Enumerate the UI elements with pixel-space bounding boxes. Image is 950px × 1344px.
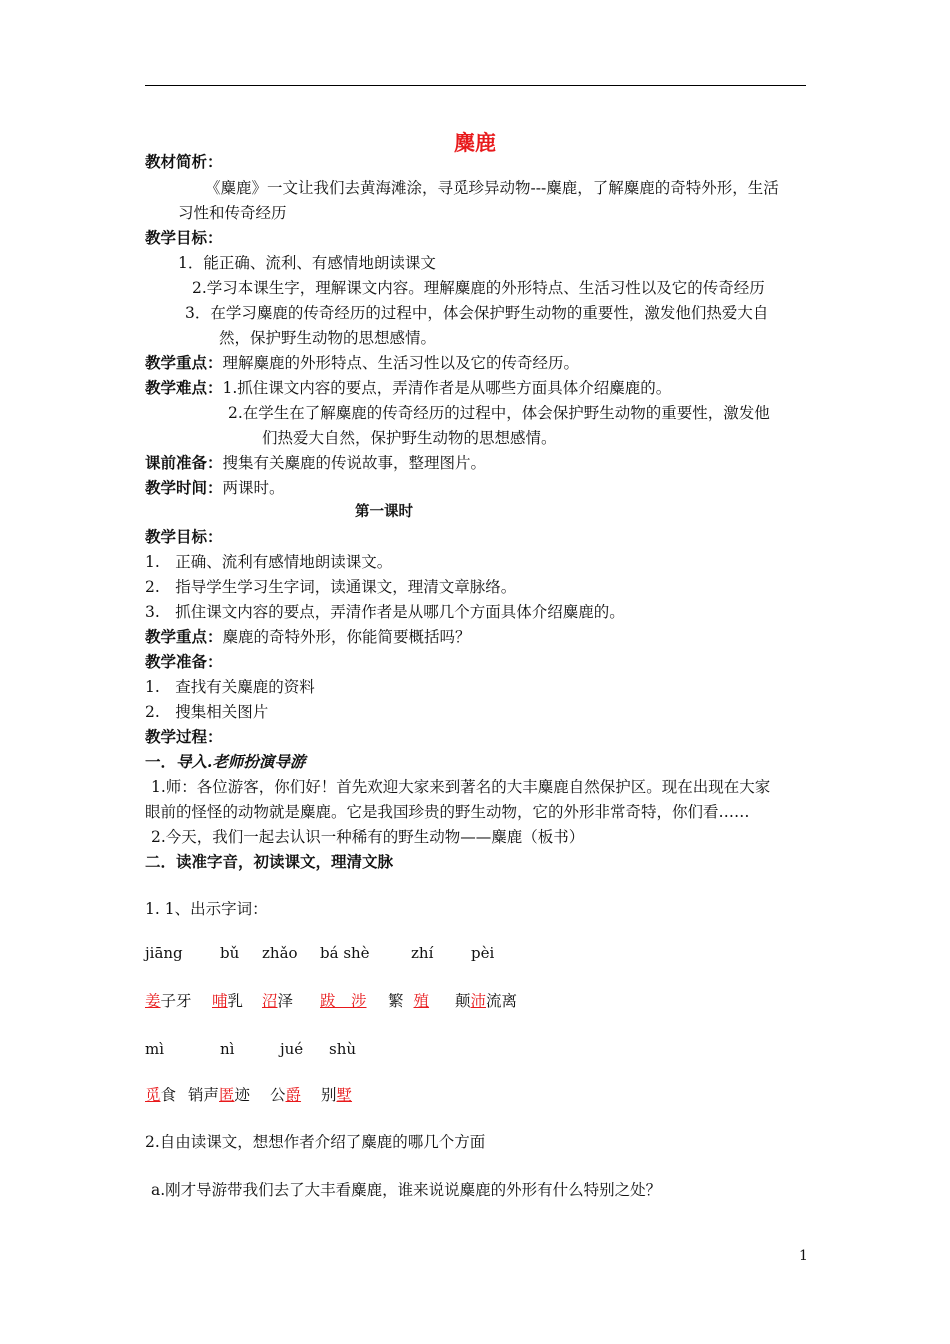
goals-heading: 教学目标： <box>145 228 223 247</box>
pinyin-shu: shù <box>329 1040 357 1058</box>
word-bashe-marked: 跋 涉 <box>320 992 367 1010</box>
word-buru <box>212 991 243 1011</box>
step-two-heading: 二．读准字音，初读课文，理清文脉 <box>145 852 394 871</box>
word-bieshu-marked: 墅 <box>336 1086 353 1104</box>
header-rule <box>145 85 806 86</box>
word-zhaoze-rest: 泽 <box>277 992 294 1010</box>
diff-1: 1.抓住课文内容的要点，弄清作者是从哪些方面具体介绍麋鹿的。 <box>222 379 672 397</box>
pinyin-ba-she: bá shè <box>320 944 370 962</box>
analysis-heading: 教材简析： <box>145 152 223 171</box>
pinyin-jue: jué <box>280 1040 304 1058</box>
lesson-goal-2: 2. 指导学生学习生字词，读通课文，理清文章脉络。 <box>145 578 517 596</box>
lesson-prep-heading: 教学准备： <box>145 652 223 671</box>
word-dianpei-pre: 颠 <box>455 992 471 1010</box>
word-fanzhi-marked: 殖 <box>413 992 430 1010</box>
preparation <box>145 453 486 473</box>
analysis-line-1: 《麋鹿》一文让我们去黄海滩涂，寻觅珍异动物---麋鹿，了解麋鹿的奇特外形，生活 <box>205 179 779 197</box>
diff-2a: 2.在学生在了解麋鹿的传奇经历的过程中，体会保护野生动物的重要性，激发他 <box>228 404 770 422</box>
word-jiangziya-marked: 姜 <box>145 992 161 1010</box>
step-one-title: 导入.老师扮演导游 <box>176 752 306 771</box>
diff-heading: 教学难点： <box>145 378 223 397</box>
time-heading: 教学时间： <box>145 478 223 497</box>
lesson-key-heading: 教学重点： <box>145 627 223 646</box>
lesson-prep-1: 1. 查找有关麋鹿的资料 <box>145 678 315 696</box>
analysis-line-2: 习性和传奇经历 <box>178 204 287 222</box>
time-text: 两课时。 <box>222 479 285 497</box>
word-zhaoze-marked: 沼 <box>262 992 278 1010</box>
word-jiangziya <box>145 991 192 1011</box>
word-bashe <box>320 991 367 1011</box>
lesson-goal-3: 3. 抓住课文内容的要点，弄清作者是从哪几个方面具体介绍麋鹿的。 <box>145 603 625 621</box>
document-title: 麋鹿 <box>454 130 496 155</box>
word-nji-marked: 匿 <box>219 1086 235 1104</box>
step-one-line-1: 1.师：各位游客，你们好！首先欢迎大家来到著名的大丰麋鹿自然保护区。现在出现在大家 <box>151 778 771 796</box>
process-heading: 教学过程： <box>145 727 223 746</box>
pinyin-mi: mì <box>145 1040 165 1058</box>
pinyin-pei: pèi <box>471 944 495 962</box>
word-mishi-marked: 觅 <box>145 1086 161 1104</box>
lesson-key-text: 麋鹿的奇特外形，你能简要概括吗？ <box>222 628 471 646</box>
step-one-line-3: 2.今天，我们一起去认识一种稀有的野生动物——麋鹿（板书） <box>151 828 585 846</box>
lesson-one-heading: 第一课时 <box>355 503 413 520</box>
word-gongjue-marked: 爵 <box>285 1086 302 1104</box>
prep-text: 搜集有关麋鹿的传说故事，整理图片。 <box>222 454 487 472</box>
word-nji-rest: 迹 <box>234 1086 251 1104</box>
word-bieshu <box>321 1085 352 1105</box>
word-dianpei-marked: 沛 <box>470 992 487 1010</box>
word-gongjue <box>270 1085 301 1105</box>
step-one-line-2: 眼前的怪怪的动物就是麋鹿。它是我国珍贵的野生动物，它的外形非常奇特，你们看…… <box>145 803 750 821</box>
page-number: 1 <box>799 1248 808 1264</box>
word-dianpeiliuli <box>455 991 517 1011</box>
goal-3b: 然，保护野生动物的思想感情。 <box>219 329 437 347</box>
lesson-key <box>145 627 471 647</box>
goal-2: 2.学习本课生字，理解课文内容。理解麋鹿的外形特点、生活习性以及它的传奇经历 <box>192 279 765 297</box>
pinyin-bu: bǔ <box>220 944 240 962</box>
pinyin-ni: nì <box>220 1040 235 1058</box>
question-a: a.刚才导游带我们去了大丰看麋鹿，谁来说说麋鹿的外形有什么特别之处？ <box>151 1181 662 1199</box>
word-buru-marked: 哺 <box>212 992 228 1010</box>
word-bieshu-pre: 别 <box>321 1086 337 1104</box>
read-question: 2.自由读课文，想想作者介绍了麋鹿的哪几个方面 <box>145 1133 486 1151</box>
word-mishi <box>145 1085 176 1105</box>
goal-1: 1．能正确、流利、有感情地朗读课文 <box>178 254 436 272</box>
pinyin-jiang: jiāng <box>145 944 183 962</box>
word-jiangziya-rest: 子牙 <box>160 992 192 1010</box>
word-fanzhi-pre: 繁 <box>388 992 404 1010</box>
pinyin-zhao: zhǎo <box>262 944 298 962</box>
show-words-label: 1. 1、出示字词： <box>145 900 268 918</box>
word-zhaoze <box>262 991 293 1011</box>
word-dianpei-rest: 流离 <box>486 992 518 1010</box>
step-one-number: 一． <box>145 752 177 771</box>
lesson-goals-heading: 教学目标： <box>145 527 223 546</box>
key-heading: 教学重点： <box>145 353 223 372</box>
word-buru-rest: 乳 <box>227 992 244 1010</box>
goal-3a: 3．在学习麋鹿的传奇经历的过程中，体会保护野生动物的重要性，激发他们热爱大自 <box>185 304 769 322</box>
word-gongjue-pre: 公 <box>270 1086 286 1104</box>
step-one <box>145 752 305 772</box>
teaching-time <box>145 478 285 498</box>
word-xiaoshengniji <box>188 1085 250 1105</box>
diff-2b: 们热爱大自然，保护野生动物的思想感情。 <box>262 429 557 447</box>
word-nji-pre: 销声 <box>188 1086 220 1104</box>
word-fanzhi <box>388 991 429 1011</box>
difficulties <box>145 378 671 398</box>
lesson-goal-1: 1. 正确、流利有感情地朗读课文。 <box>145 553 393 571</box>
pinyin-zhi: zhí <box>411 944 434 962</box>
prep-heading: 课前准备： <box>145 453 223 472</box>
lesson-prep-2: 2. 搜集相关图片 <box>145 703 269 721</box>
key-text: 理解麋鹿的外形特点、生活习性以及它的传奇经历。 <box>222 354 580 372</box>
key-points <box>145 353 579 373</box>
word-mishi-rest: 食 <box>160 1086 177 1104</box>
